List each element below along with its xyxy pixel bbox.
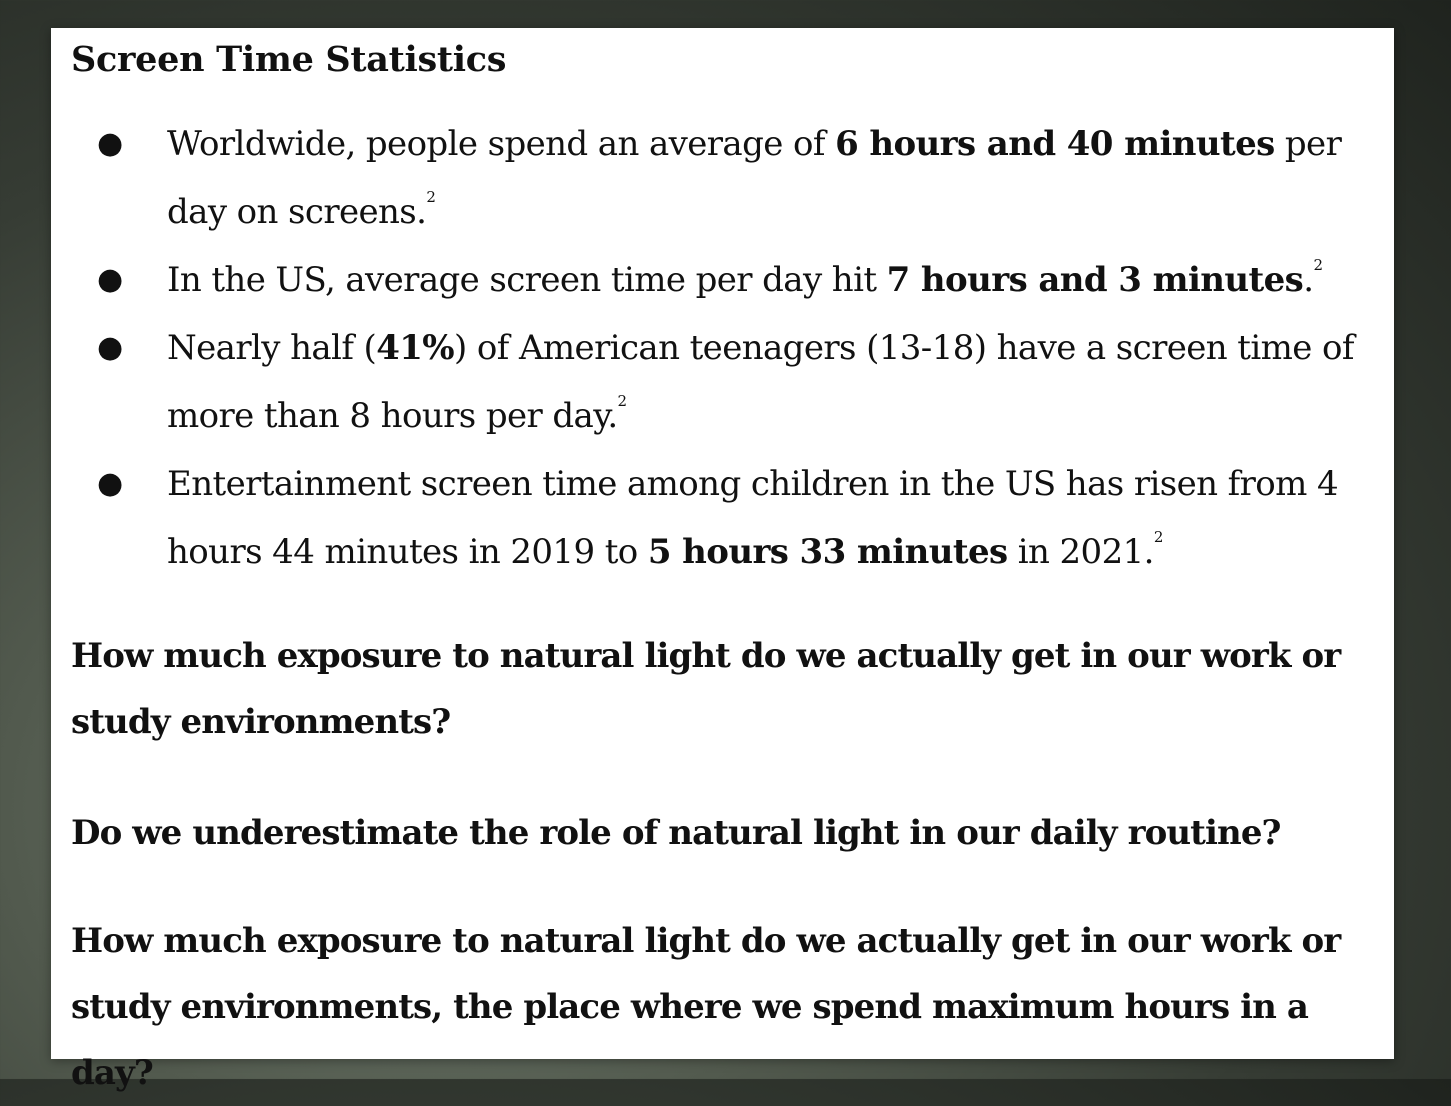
question-maximum-hours: How much exposure to natural light do we actually get in our work or study environments, the place where we spend maximum hours in a day? xyxy=(71,921,1341,1093)
bullet-icon: ● xyxy=(97,262,123,297)
question-underestimate-role: Do we underestimate the role of natural light in our daily routine? xyxy=(71,813,1281,853)
footnote-ref: 2 xyxy=(1153,528,1163,546)
list-item xyxy=(71,450,1371,586)
bullet-icon: ● xyxy=(97,330,123,365)
bullet-icon: ● xyxy=(97,466,123,501)
stat-text: Worldwide, people spend an average of xyxy=(167,124,836,164)
stat-highlight: 6 hours and 40 minutes xyxy=(835,124,1275,164)
statistics-list xyxy=(71,110,1371,586)
footnote-ref: 2 xyxy=(1313,256,1323,274)
question-natural-light-exposure: How much exposure to natural light do we actually get in our work or study environments? xyxy=(71,636,1341,742)
footnote-ref: 2 xyxy=(617,392,627,410)
stat-text: Nearly half ( xyxy=(167,328,377,368)
footnote-ref: 2 xyxy=(426,188,436,206)
list-item xyxy=(71,110,1371,246)
stat-highlight: 5 hours 33 minutes xyxy=(647,532,1008,572)
stat-text: In the US, average screen time per day hit xyxy=(167,260,887,300)
stat-text: . xyxy=(1303,260,1314,300)
list-item xyxy=(71,314,1371,450)
bullet-icon: ● xyxy=(97,126,123,161)
list-item xyxy=(71,246,1371,314)
stat-highlight: 7 hours and 3 minutes xyxy=(886,260,1304,300)
document-page xyxy=(51,28,1394,1093)
stat-highlight: 41% xyxy=(376,328,455,368)
stat-text: in 2021. xyxy=(1007,532,1154,572)
stat-text: Entertainment screen time among children in the US has risen from 4 hours 44 minutes in 2019 to xyxy=(167,464,1339,572)
stat-text: per day on screens. xyxy=(167,124,1342,232)
section-title: Screen Time Statistics xyxy=(71,39,507,80)
stat-text: ) of American teenagers (13-18) have a screen time of more than 8 hours per day. xyxy=(167,328,1354,436)
